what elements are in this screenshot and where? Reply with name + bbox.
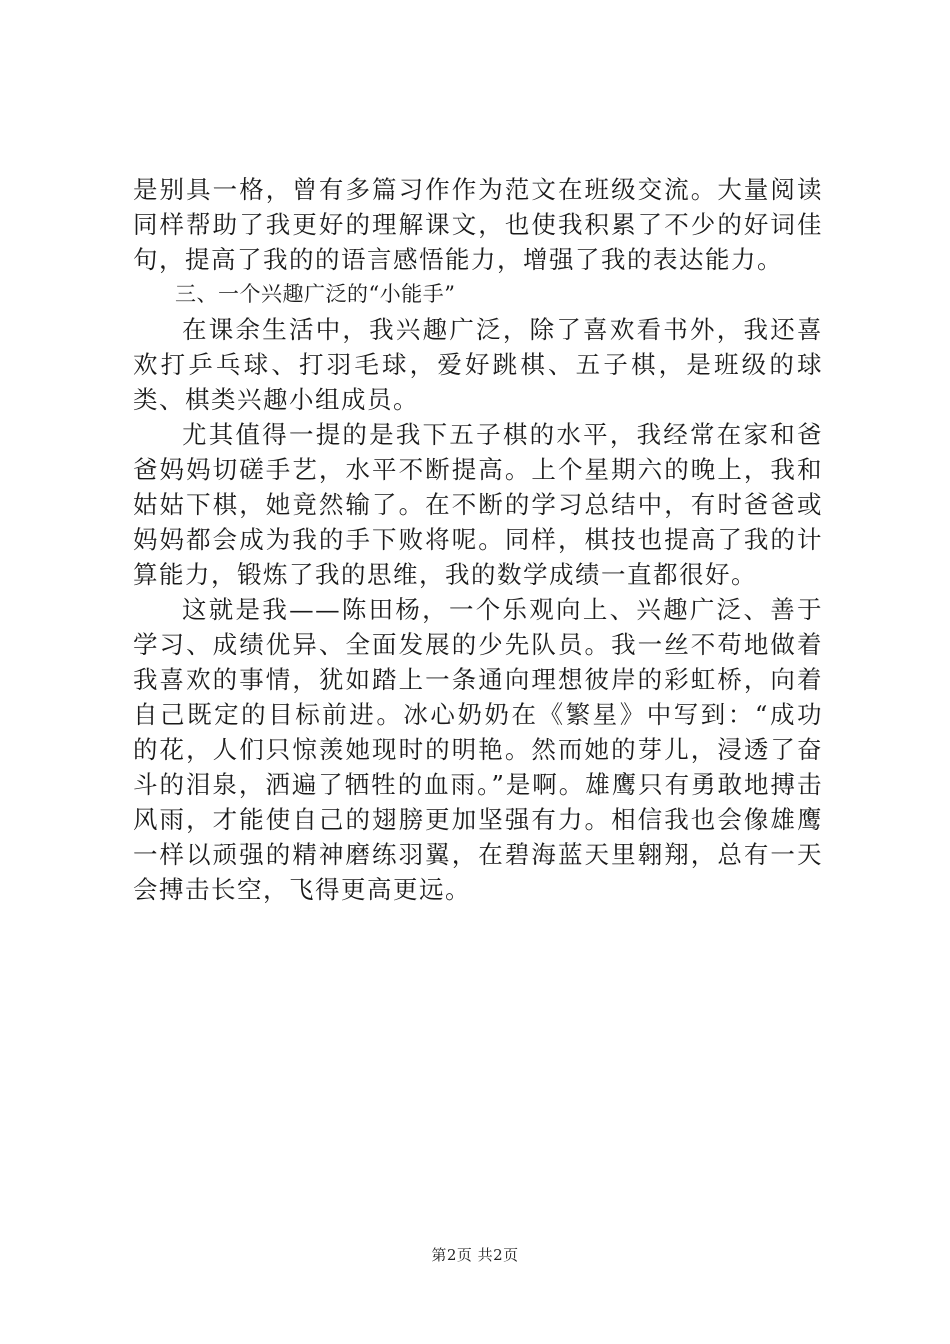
section-heading: 三、一个兴趣广泛的“小能手” bbox=[175, 282, 456, 306]
paragraph-conclusion: 这就是我——陈田杨，一个乐观向上、兴趣广泛、善于学习、成绩优异、全面发展的少先队员。我一丝不苟地做着我喜欢的事情，犹如踏上一条通向理想彼岸的彩虹桥，向着自己既定的目标前进。冰心奶奶在《繁星》中写到：“成功的花，人们只惊羡她现时的明艳。然而她的芽儿，浸透了奋斗的泪泉，洒遍了牺牲的血雨。”是啊。雄鹰只有勇敢地搏击风雨，才能使自己的翅膀更加坚强有力。相信我也会像雄鹰一样以顽强的精神磨练羽翼，在碧海蓝天里翱翔，总有一天会搏击长空，飞得更高更远。 bbox=[133, 595, 823, 904]
page-number-label: 第2页 共2页 bbox=[431, 1246, 519, 1264]
paragraph-hobbies: 在课余生活中，我兴趣广泛，除了喜欢看书外，我还喜欢打乒乓球、打羽毛球，爱好跳棋、五子棋，是班级的球类、棋类兴趣小组成员。 bbox=[133, 315, 823, 414]
document-body bbox=[133, 172, 823, 907]
page-footer bbox=[0, 1244, 950, 1265]
paragraph-continuation: 是别具一格，曾有多篇习作作为范文在班级交流。大量阅读同样帮助了我更好的理解课文，也使我积累了不少的好词佳句，提高了我的的语言感悟能力，增强了我的表达能力。 bbox=[133, 175, 823, 274]
paragraph-gomoku: 尤其值得一提的是我下五子棋的水平，我经常在家和爸爸妈妈切磋手艺，水平不断提高。上个星期六的晚上，我和姑姑下棋，她竟然输了。在不断的学习总结中，有时爸爸或妈妈都会成为我的手下败将呢。同样，棋技也提高了我的计算能力，锻炼了我的思维，我的数学成绩一直都很好。 bbox=[133, 420, 823, 589]
